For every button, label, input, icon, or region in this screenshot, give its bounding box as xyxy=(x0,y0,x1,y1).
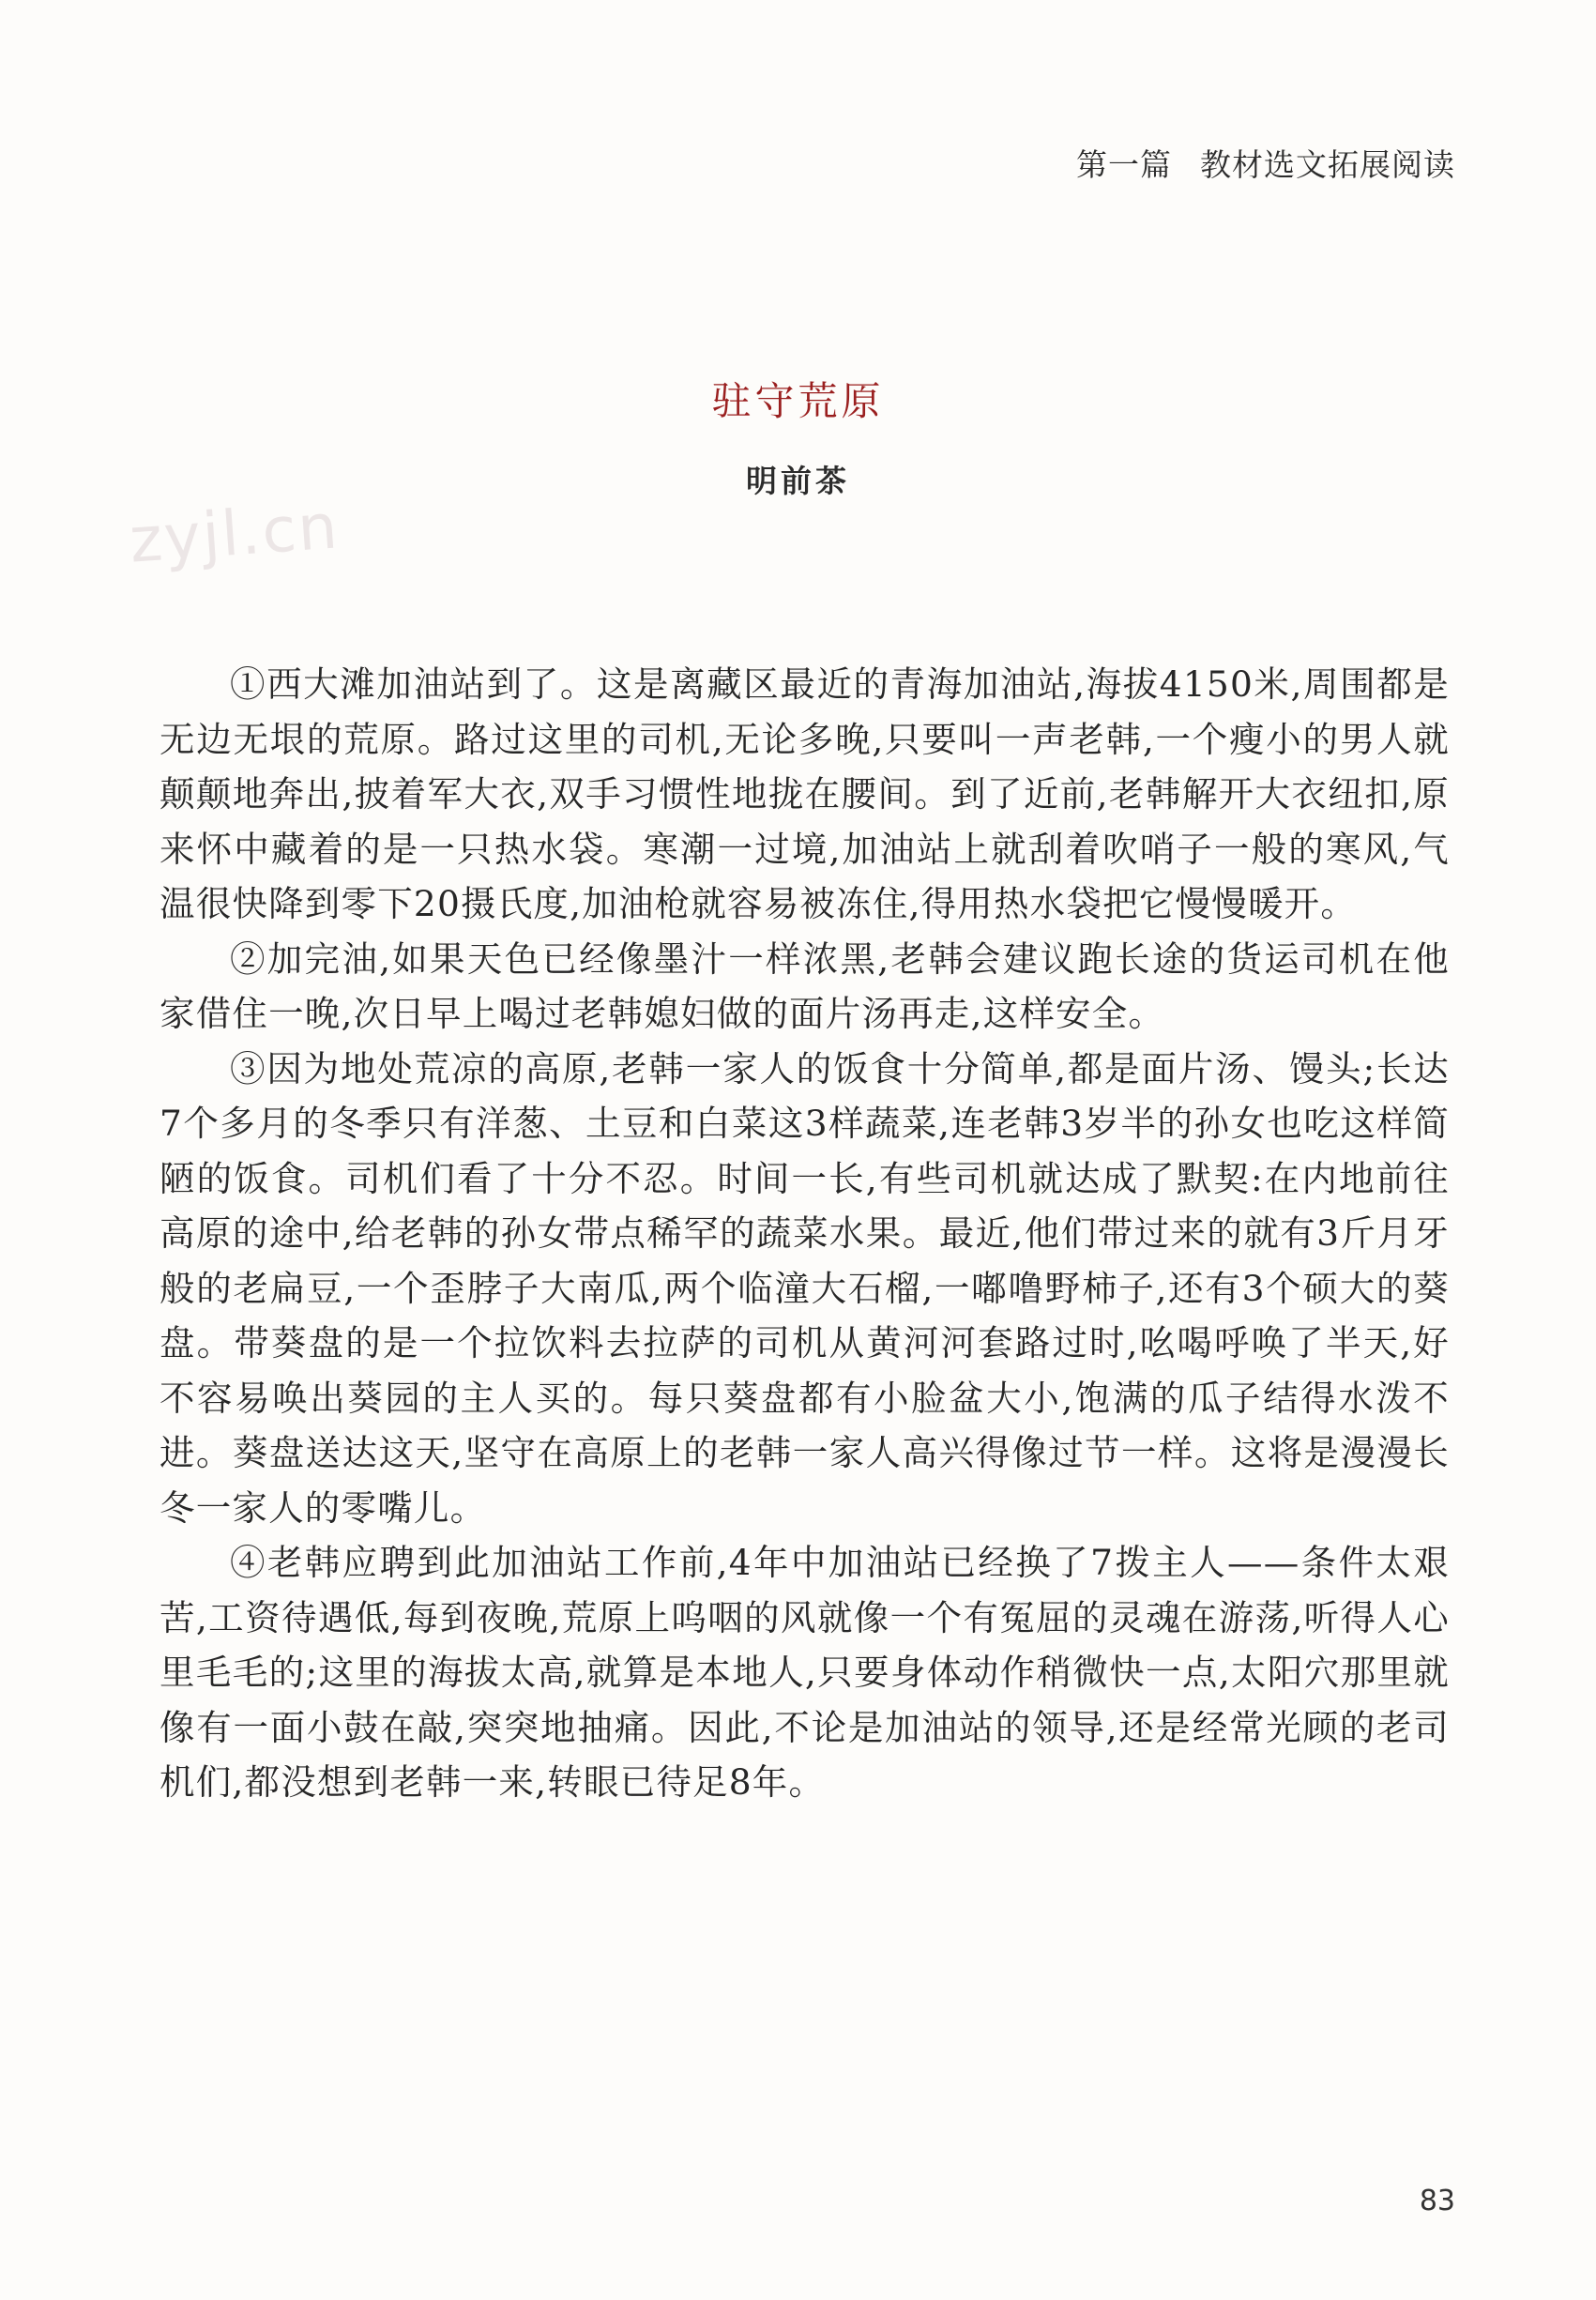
watermark-text: zyjl.cn xyxy=(127,490,342,577)
article-title: 驻守荒原 xyxy=(711,378,885,424)
article-body xyxy=(160,657,1450,1810)
header-subtitle: 教材选文拓展阅读 xyxy=(1200,146,1455,183)
paragraph-1: ①西大滩加油站到了。这是离藏区最近的青海加油站,海拔4150米,周围都是无边无垠的荒原。路过这里的司机,无论多晚,只要叫一声老韩,一个瘦小的男人就颠颠地奔出,披着军大衣,双手习惯性地拢在腰间。到了近前,老韩解开大衣纽扣,原来怀中藏着的是一只热水袋。寒潮一过境,加油站上就刮着吹哨子一般的寒风,气温很快降到零下20摄氏度,加油枪就容易被冻住,得用热水袋把它慢慢暖开。 xyxy=(160,663,1450,924)
article-author: 明前茶 xyxy=(746,463,850,499)
running-header xyxy=(1076,141,1455,185)
paragraph-4: ④老韩应聘到此加油站工作前,4年中加油站已经换了7拨主人——条件太艰苦,工资待遇低,每到夜晚,荒原上呜咽的风就像一个有冤屈的灵魂在游荡,听得人心里毛毛的;这里的海拔太高,就算是本地人,只要身体动作稍微快一点,太阳穴那里就像有一面小鼓在敲,突突地抽痛。因此,不论是加油站的领导,还是经常光顾的老司机们,都没想到老韩一来,转眼已待足8年。 xyxy=(160,1542,1450,1803)
page-number: 83 xyxy=(1419,2185,1455,2217)
paragraph-2: ②加完油,如果天色已经像墨汁一样浓黑,老韩会建议跑长途的货运司机在他家借住一晚,次日早上喝过老韩媳妇做的面片汤再走,这样安全。 xyxy=(160,937,1450,1034)
header-section: 第一篇 xyxy=(1076,146,1172,183)
paragraph-3: ③因为地处荒凉的高原,老韩一家人的饭食十分简单,都是面片汤、馒头;长达7个多月的冬季只有洋葱、土豆和白菜这3样蔬菜,连老韩3岁半的孙女也吃这样简陋的饭食。司机们看了十分不忍。时间一长,有些司机就达成了默契:在内地前往高原的途中,给老韩的孙女带点稀罕的蔬菜水果。最近,他们带过来的就有3斤月牙般的老扁豆,一个歪脖子大南瓜,两个临潼大石榴,一嘟噜野柿子,还有3个硕大的葵盘。带葵盘的是一个拉饮料去拉萨的司机从黄河河套路过时,吆喝呼唤了半天,好不容易唤出葵园的主人买的。每只葵盘都有小脸盆大小,饱满的瓜子结得水泼不进。葵盘送达这天,坚守在高原上的老韩一家人高兴得像过节一样。这将是漫漫长冬一家人的零嘴儿。 xyxy=(160,1047,1450,1529)
